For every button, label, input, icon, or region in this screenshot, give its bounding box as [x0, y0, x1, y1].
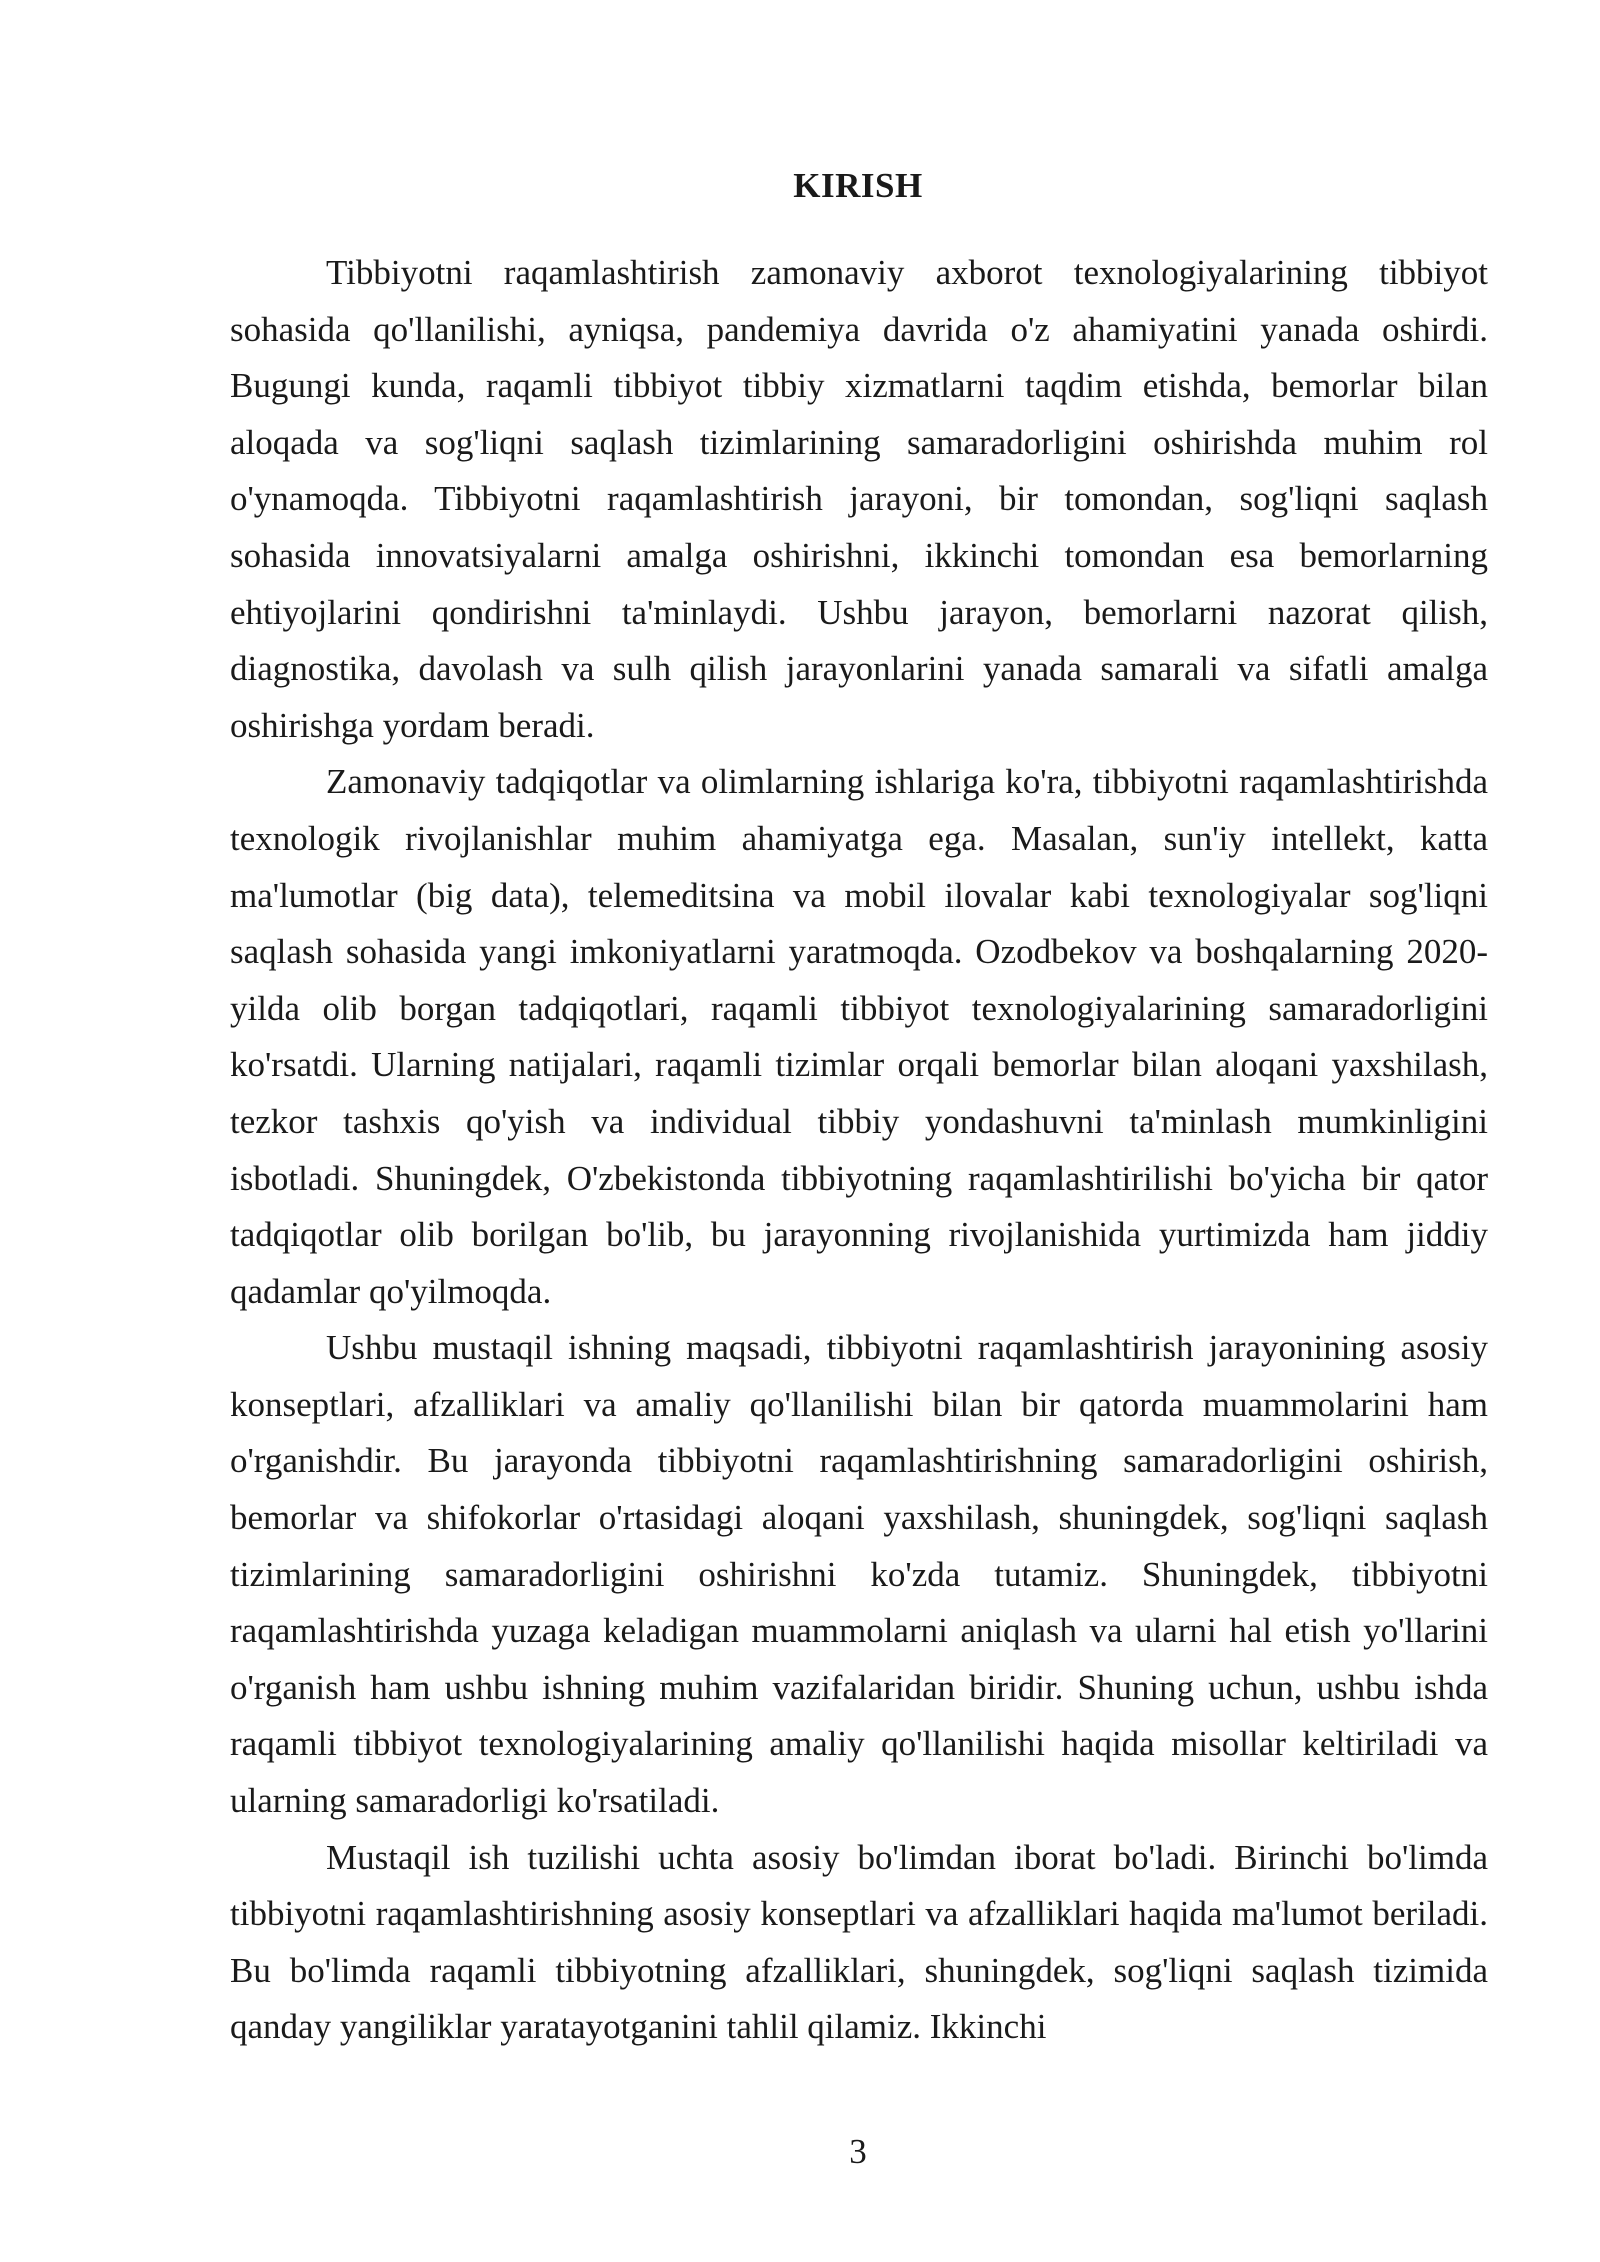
- paragraph-1: Tibbiyotni raqamlashtirish zamonaviy axborot texnologiyalarining tibbiyot sohasida qo'llanilishi, ayniqsa, pandemiya davrida o'z ahamiyatini yanada oshirdi. Bugungi kunda, raqamli tibbiyot tibbiy xizmatlarni taqdim etishda, bemorlar bilan aloqada va sog'liqni saqlash tizimlarining samaradorligini oshirishda muhim rol o'ynamoqda. Tibbiyotni raqamlashtirish jarayoni, bir tomondan, sog'liqni saqlash sohasida innovatsiyalarni amalga oshirishni, ikkinchi tomondan esa bemorlarning ehtiyojlarini qondirishni ta'minlaydi. Ushbu jarayon, bemorlarni nazorat qilish, diagnostika, davolash va sulh qilish jarayonlarini yanada samarali va sifatli amalga oshirishga yordam beradi.: [230, 253, 1488, 745]
- paragraph-3: Ushbu mustaqil ishning maqsadi, tibbiyotni raqamlashtirish jarayonining asosiy konseptlari, afzalliklari va amaliy qo'llanilishi bilan bir qatorda muammolarini ham o'rganishdir. Bu jarayonda tibbiyotni raqamlashtirishning samaradorligini oshirish, bemorlar va shifokorlar o'rtasidagi aloqani yaxshilash, shuningdek, sog'liqni saqlash tizimlarining samaradorligini oshirishni ko'zda tutamiz. Shuningdek, tibbiyotni raqamlashtirishda yuzaga keladigan muammolarni aniqlash va ularni hal etish yo'llarini o'rganish ham ushbu ishning muhim vazifalaridan biridir. Shuning uchun, ushbu ishda raqamli tibbiyot texnologiyalarining amaliy qo'llanilishi haqida misollar keltiriladi va ularning samaradorligi ko'rsatiladi.: [230, 1328, 1488, 1821]
- body-text: [230, 245, 1488, 2056]
- paragraph-4: Mustaqil ish tuzilishi uchta asosiy bo'limdan iborat bo'ladi. Birinchi bo'limda tibbiyotni raqamlashtirishning asosiy konseptlari va afzalliklari haqida ma'lumot beriladi. Bu bo'limda raqamli tibbiyotning afzalliklari, shuningdek, sog'liqni saqlash tizimida qanday yangiliklar yaratayotganini tahlil qilamiz. Ikkinchi: [230, 1837, 1488, 2047]
- page-number: 3: [849, 2132, 867, 2171]
- paragraph-2: Zamonaviy tadqiqotlar va olimlarning ishlariga ko'ra, tibbiyotni raqamlashtirishda texnologik rivojlanishlar muhim ahamiyatga ega. Masalan, sun'iy intellekt, katta ma'lumotlar (big data), telemeditsina va mobil ilovalar kabi texnologiyalar sog'liqni saqlash sohasida yangi imkoniyatlarni yaratmoqda. Ozodbekov va boshqalarning 2020-yilda olib borgan tadqiqotlari, raqamli tibbiyot texnologiyalarining samaradorligini ko'rsatdi. Ularning natijalari, raqamli tizimlar orqali bemorlar bilan aloqani yaxshilash, tezkor tashxis qo'yish va individual tibbiy yondashuvni ta'minlash mumkinligini isbotladi. Shuningdek, O'zbekistonda tibbiyotning raqamlashtirilishi bo'yicha bir qator tadqiqotlar olib borilgan bo'lib, bu jarayonning rivojlanishida yurtimizda ham jiddiy qadamlar qo'yilmoqda.: [230, 762, 1488, 1311]
- section-heading: KIRISH: [793, 166, 923, 205]
